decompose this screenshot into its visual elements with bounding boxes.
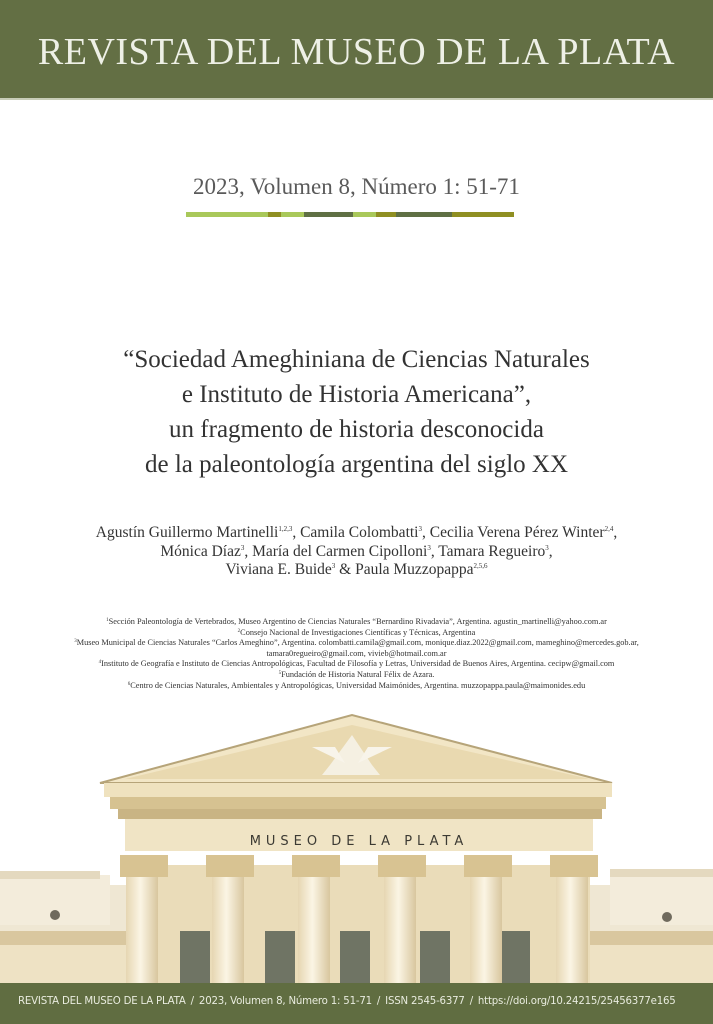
affiliation-text: Consejo Nacional de Investigaciones Científicas y Técnicas, Argentina <box>240 627 476 637</box>
affiliation-number: 1 <box>106 618 109 623</box>
color-bar-segment <box>281 212 304 217</box>
author-name: Cecilia Verena Pérez Winter <box>429 524 605 541</box>
affiliation-line <box>0 670 713 681</box>
author-affiliation-sup: 3 <box>240 543 245 552</box>
affiliation-line <box>0 681 713 692</box>
right-wing <box>590 869 713 983</box>
footer-issue: 2023, Volumen 8, Número 1: 51-71 <box>198 996 372 1007</box>
color-bar-segment <box>376 212 396 217</box>
affiliation-text: Fundación de Historia Natural Félix de Azara. <box>281 669 435 679</box>
footer-separator: / <box>376 996 381 1007</box>
author-affiliation-sup: 3 <box>418 525 422 533</box>
affiliation-text: tamara0regueiro@gmail.com, vivieb@hotmail.com.ar <box>266 648 447 658</box>
journal-header <box>0 0 713 100</box>
footer-separator: / <box>190 996 194 1007</box>
author-name: Paula Muzzopappa <box>355 561 474 578</box>
color-bar-segment <box>452 212 514 217</box>
title-line: “Sociedad Ameghiniana de Ciencias Naturales <box>123 346 590 373</box>
author-name: Mónica Díaz <box>160 542 241 560</box>
affiliation-number: 6 <box>127 681 131 687</box>
affiliation-text: Sección Paleontología de Vertebrados, Museo Argentino de Ciencias Naturales “Bernardino Rivadavia”, Argentina. agustin_martinelli@yahoo.com.ar <box>108 617 607 626</box>
affiliation-text: Centro de Ciencias Naturales, Ambientales y Antropológicas, Universidad Maimónides, Argentina. muzzopappa.paula@maimonides.edu <box>130 680 586 690</box>
footer-doi-link[interactable]: https://doi.org/10.24215/25456377e165 <box>477 996 676 1007</box>
title-line: e Instituto de Historia Americana”, <box>181 381 532 408</box>
journal-title: REVISTA DEL MUSEO DE LA PLATA <box>37 31 676 73</box>
affiliation-number: 5 <box>278 670 282 676</box>
author-separator: , <box>422 524 430 541</box>
color-bar-segment <box>268 212 281 217</box>
author-name: Agustín Guillermo Martinelli <box>95 524 279 541</box>
author-line <box>0 543 713 562</box>
color-bar-segment <box>353 212 376 217</box>
building-inscription: MUSEO DE LA PLATA <box>249 834 469 849</box>
affiliation-line <box>0 628 713 639</box>
author-name: Camila Colombatti <box>300 524 419 541</box>
author-name: Tamara Regueiro <box>438 542 546 560</box>
footer-journal: REVISTA DEL MUSEO DE LA PLATA <box>18 996 186 1007</box>
issue-line: 2023, Volumen 8, Número 1: 51-71 <box>193 174 520 199</box>
affiliations <box>0 617 713 691</box>
author-separator: , <box>244 542 253 560</box>
affiliation-text: Museo Municipal de Ciencias Naturales “Carlos Ameghino”, Argentina. colombatti.camila@gmail.com, monique.diaz.2022@gmail.com, mameghino@mercedes.gob.ar, <box>76 638 639 648</box>
author-name: María del Carmen Cipolloni <box>252 542 428 560</box>
footer-issn: ISSN 2545-6377 <box>385 996 465 1007</box>
affiliation-line <box>0 659 713 670</box>
author-affiliation-sup: 3 <box>427 543 431 552</box>
author-separator: , <box>430 542 439 560</box>
footer-separator: / <box>469 996 473 1007</box>
author-separator: , <box>613 524 618 541</box>
journal-footer <box>0 983 713 1024</box>
decorative-color-bar <box>186 212 514 217</box>
affiliation-number: 4 <box>98 660 102 666</box>
affiliation-text: Instituto de Geografía e Instituto de Ciencias Antropológicas, Facultad de Filosofía y Letras, Universidad de Buenos Aires, Argentina. cecipw@gmail.com <box>101 659 615 669</box>
affiliation-line <box>0 617 713 628</box>
author-line <box>0 524 713 543</box>
color-bar-segment <box>304 212 353 217</box>
author-name: Viviana E. Buide <box>225 561 332 578</box>
author-affiliation-sup: 2,4 <box>604 525 614 533</box>
affiliation-number: 2 <box>237 628 241 634</box>
color-bar-segment <box>396 212 452 217</box>
author-affiliation-sup: 3 <box>331 562 336 570</box>
title-line: un fragmento de historia desconocida <box>169 416 544 443</box>
author-line <box>0 561 713 580</box>
author-separator: , <box>548 542 553 560</box>
author-affiliation-sup: 2,5,6 <box>473 562 488 570</box>
affiliation-number: 3 <box>74 639 77 645</box>
museum-building-image <box>0 705 713 983</box>
author-affiliation-sup: 1,2,3 <box>278 525 293 533</box>
author-separator: , <box>292 524 301 541</box>
affiliation-line <box>0 638 713 649</box>
title-line: de la paleontología argentina del siglo XX <box>144 451 569 478</box>
author-separator: & <box>335 561 356 578</box>
author-list <box>0 524 713 580</box>
color-bar-segment <box>186 212 268 217</box>
affiliation-line <box>0 649 713 660</box>
article-title <box>0 342 713 482</box>
author-affiliation-sup: 3 <box>545 543 549 552</box>
